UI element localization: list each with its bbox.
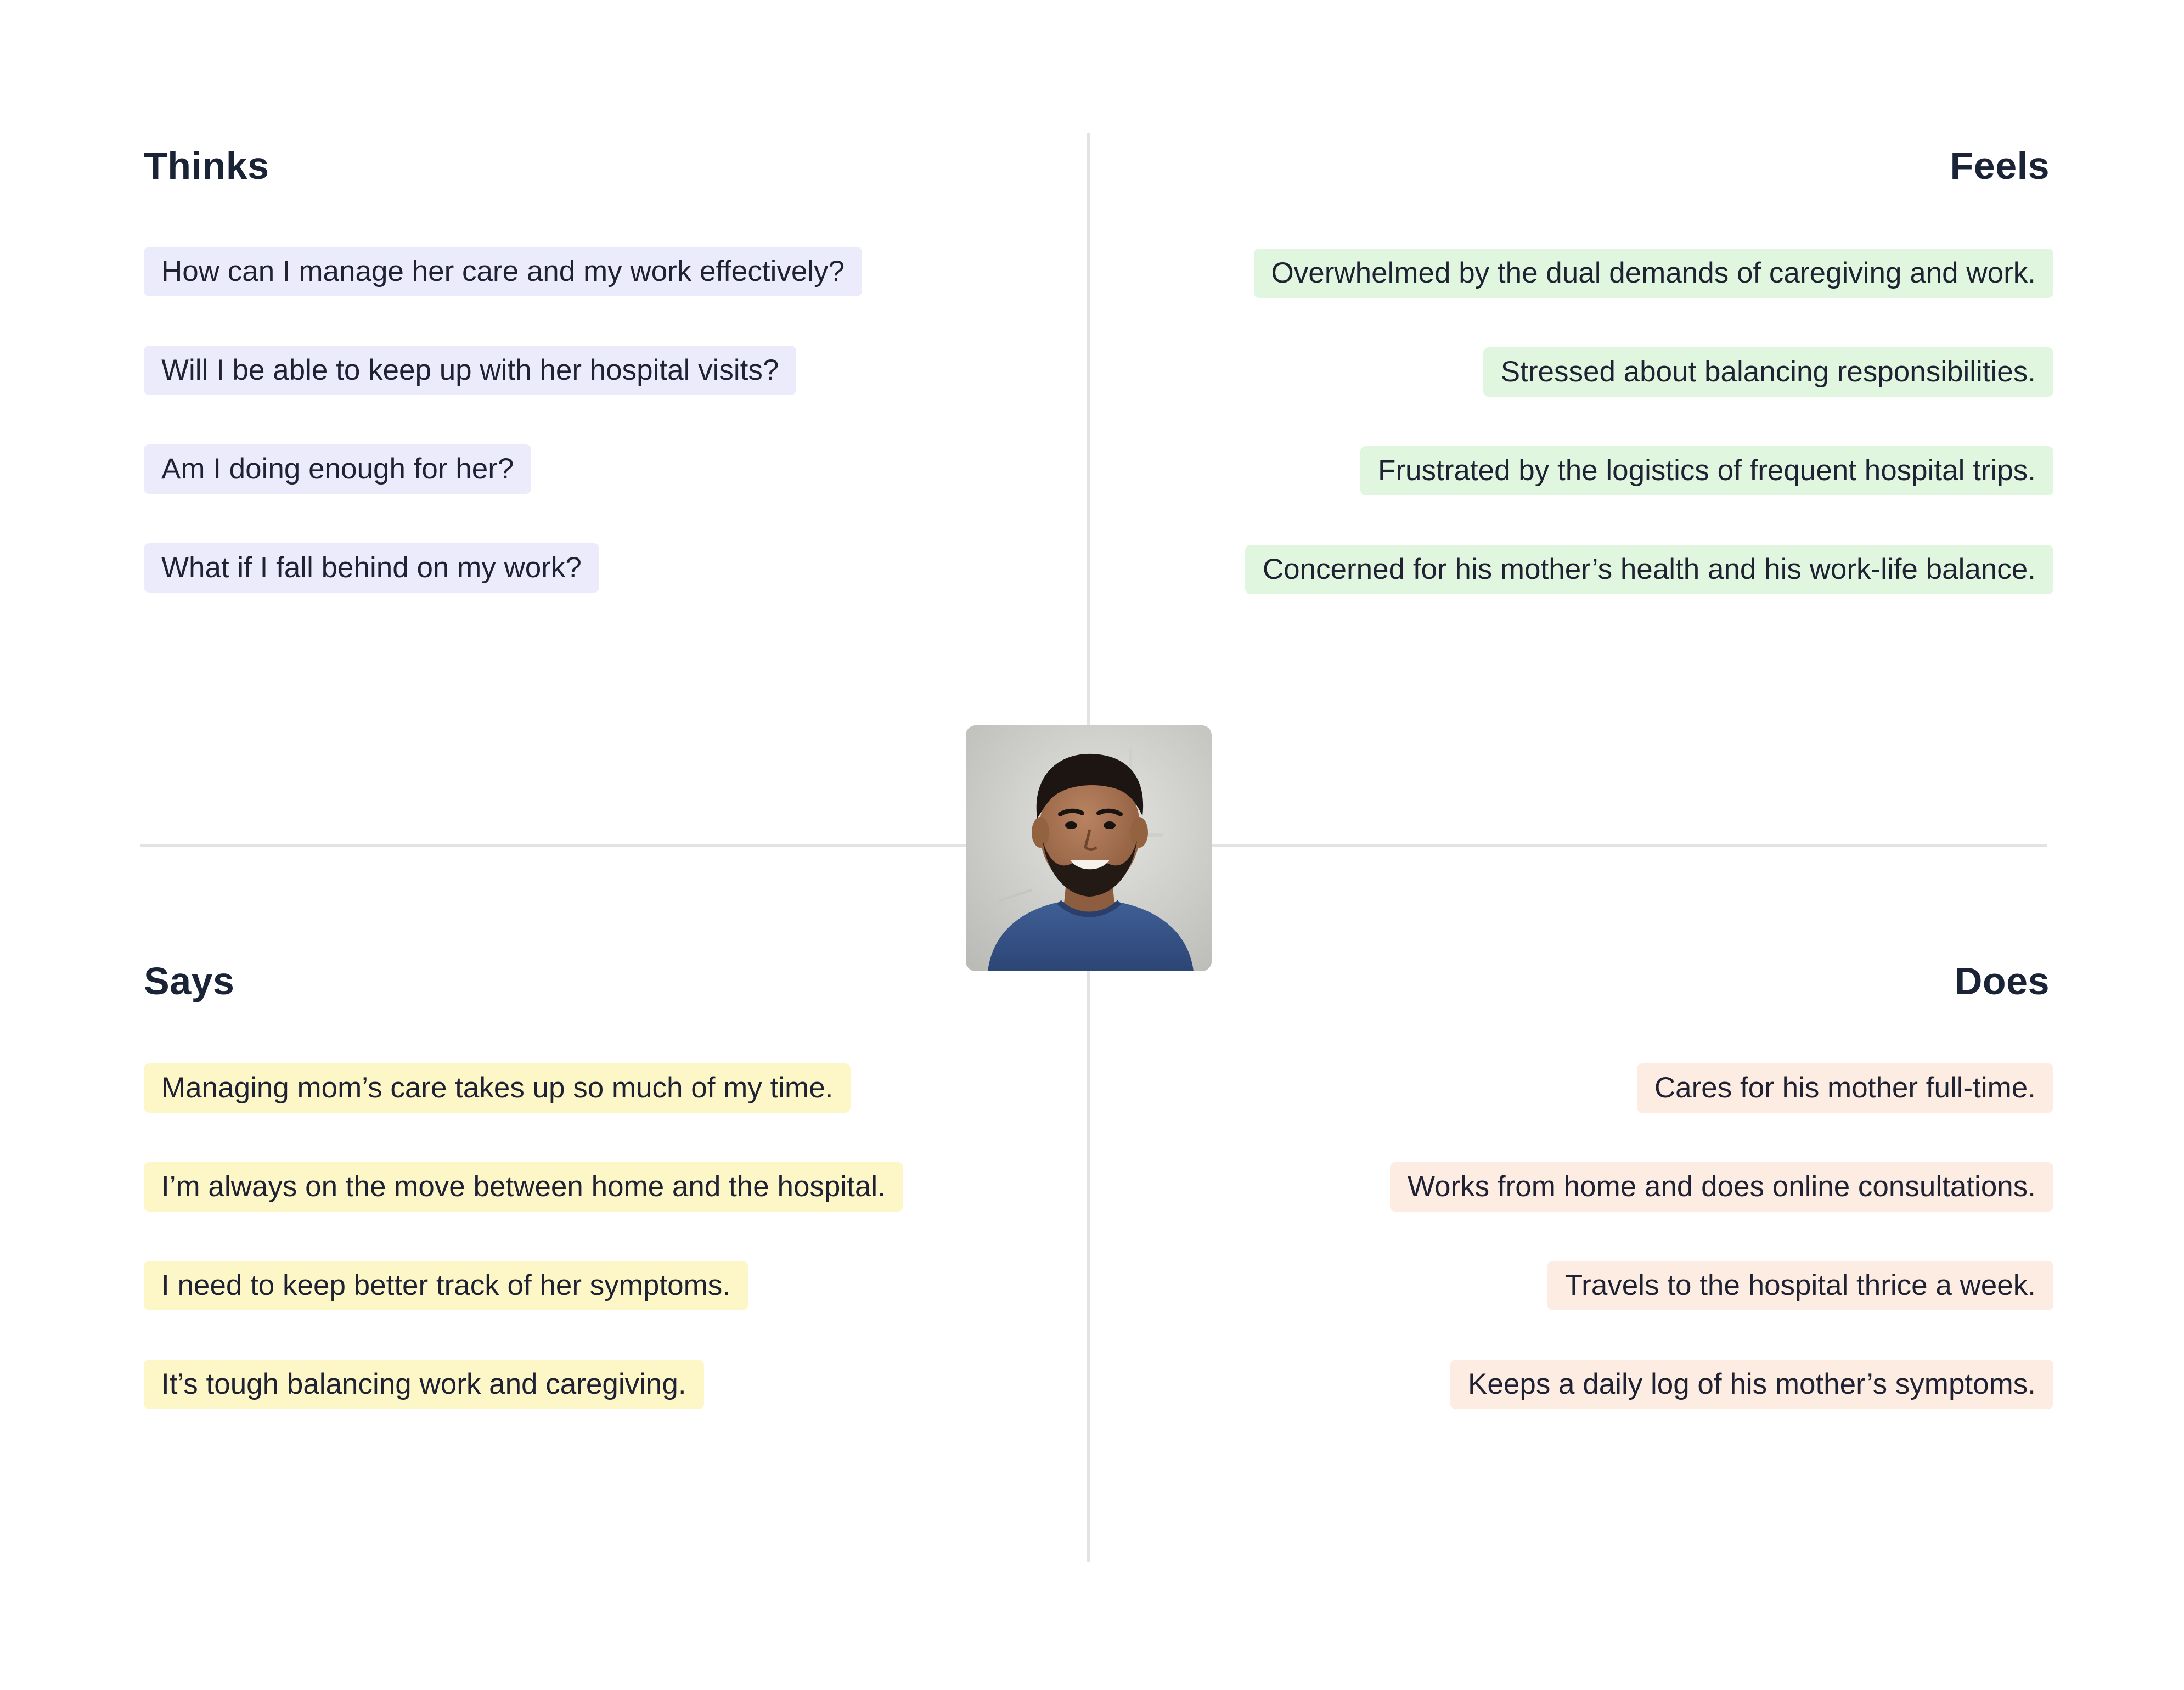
feels-note: Stressed about balancing responsibilities. [1483, 347, 2053, 397]
does-title: Does [1954, 960, 2050, 1002]
does-note: Travels to the hospital thrice a week. [1547, 1261, 2053, 1310]
feels-note: Overwhelmed by the dual demands of caregiving and work. [1254, 249, 2053, 298]
persona-photo [966, 725, 1212, 971]
feels-notes [1245, 249, 2053, 594]
does-note: Cares for his mother full-time. [1637, 1063, 2053, 1113]
says-title: Says [144, 960, 235, 1002]
says-notes [144, 1063, 903, 1409]
thinks-title: Thinks [144, 144, 269, 187]
says-note: I need to keep better track of her symptoms. [144, 1261, 748, 1310]
feels-title: Feels [1950, 144, 2050, 187]
thinks-note: Will I be able to keep up with her hospital visits? [144, 346, 796, 395]
thinks-note: How can I manage her care and my work effectively? [144, 247, 862, 296]
says-note: It’s tough balancing work and caregiving. [144, 1360, 704, 1409]
does-notes [1390, 1063, 2053, 1409]
thinks-notes [144, 247, 862, 593]
thinks-note: Am I doing enough for her? [144, 444, 531, 494]
does-note: Keeps a daily log of his mother’s symptoms. [1450, 1360, 2053, 1409]
feels-note: Frustrated by the logistics of frequent hospital trips. [1360, 446, 2053, 495]
feels-note: Concerned for his mother’s health and his work-life balance. [1245, 545, 2053, 594]
does-note: Works from home and does online consultations. [1390, 1162, 2053, 1212]
thinks-note: What if I fall behind on my work? [144, 543, 599, 593]
says-note: I’m always on the move between home and the hospital. [144, 1162, 903, 1212]
says-note: Managing mom’s care takes up so much of my time. [144, 1063, 851, 1113]
person-icon [966, 725, 1212, 971]
